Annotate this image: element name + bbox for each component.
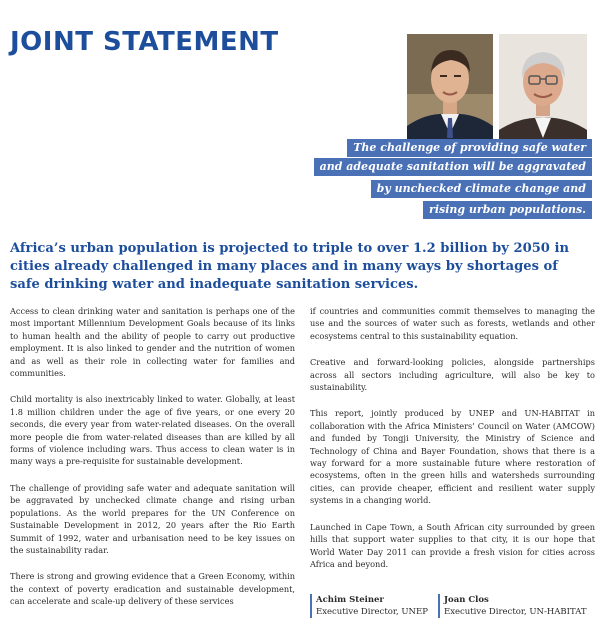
body-paragraph: The challenge of providing safe water and adequate sanitation will be aggravated by unchecked climate change and rising urban populations. As the world prepares for the UN Conference on Sustainable Development in 2012, 20 years after the Rio Earth Summit of 1992, water and urbanisation need to be key issues on the sustainability radar.: [10, 482, 295, 555]
right-column: [310, 305, 595, 584]
pull-quote-line: The challenge of providing safe water: [347, 139, 592, 157]
left-column: [10, 305, 295, 622]
signature-block: [438, 594, 587, 618]
body-paragraph: Launched in Cape Town, a South African city surrounded by green hills that support water supplies to that city, it is our hope that World Water Day 2011 can provide a fresh vision for cities across Africa and beyond.: [310, 521, 595, 569]
body-paragraph: Child mortality is also inextricably linked to water. Globally, at least 1.8 million children under the age of five years, or one every 20 seconds, die every year from water-related diseases. On the overall more people die from water-related diseases than are killed by all forms of violence including wars. Thus access to clean water is in many ways a pre-requisite for sustainable development.: [10, 394, 295, 467]
body-paragraph: There is strong and growing evidence that a Green Economy, within the context of poverty eradication and sustainable development, can accelerate and scale-up delivery of these services: [10, 571, 295, 607]
signatory-name: Joan Clos: [444, 595, 489, 605]
page-title: JOINT STATEMENT: [10, 27, 279, 57]
body-paragraph: Access to clean drinking water and sanitation is perhaps one of the most important Millennium Development Goals because of its links to human health and the ability of people to carry out productive employment. It is also linked to gender and the nutrition of women and as well as their role in collecting water for families and communities.: [10, 306, 295, 379]
pull-quote-line: by unchecked climate change and: [371, 180, 592, 198]
body-paragraph: This report, jointly produced by UNEP and UN-HABITAT in collaboration with the Africa Ministers’ Council on Water (AMCOW) and funded by Tongji University, the Ministry of Science and Technology of China and Bayer Foundation, shows that there is a way forward for a more sustainable future where restoration of ecosystems, often in the green hills and watersheds surrounding cities, can provide cheaper, efficient and resilient water supply systems in a changing world.: [310, 408, 595, 506]
pull-quote-line: rising urban populations.: [423, 201, 592, 219]
pull-quote-line: and adequate sanitation will be aggravated: [314, 158, 592, 176]
lead-paragraph: Africa’s urban population is projected to triple to over 1.2 billion by 2050 in cities already challenged in many places and in many ways by shortages of safe drinking water and inadequate sanitation services.: [10, 241, 569, 292]
body-paragraph: Creative and forward-looking policies, alongside partnerships across all sectors including agriculture, will also be key to sustainability.: [310, 357, 595, 393]
portrait-photo-1: [407, 34, 493, 152]
signatory-role: Executive Director, UN-HABITAT: [444, 607, 587, 617]
portrait-photo-2: [499, 34, 587, 152]
signature-block: [310, 594, 428, 618]
signatory-name: Achim Steiner: [316, 595, 384, 605]
body-paragraph: if countries and communities commit themselves to managing the use and the sources of water such as forests, wetlands and other ecosystems central to this sustainability equation.: [310, 306, 595, 341]
signatory-role: Executive Director, UNEP: [316, 607, 428, 617]
